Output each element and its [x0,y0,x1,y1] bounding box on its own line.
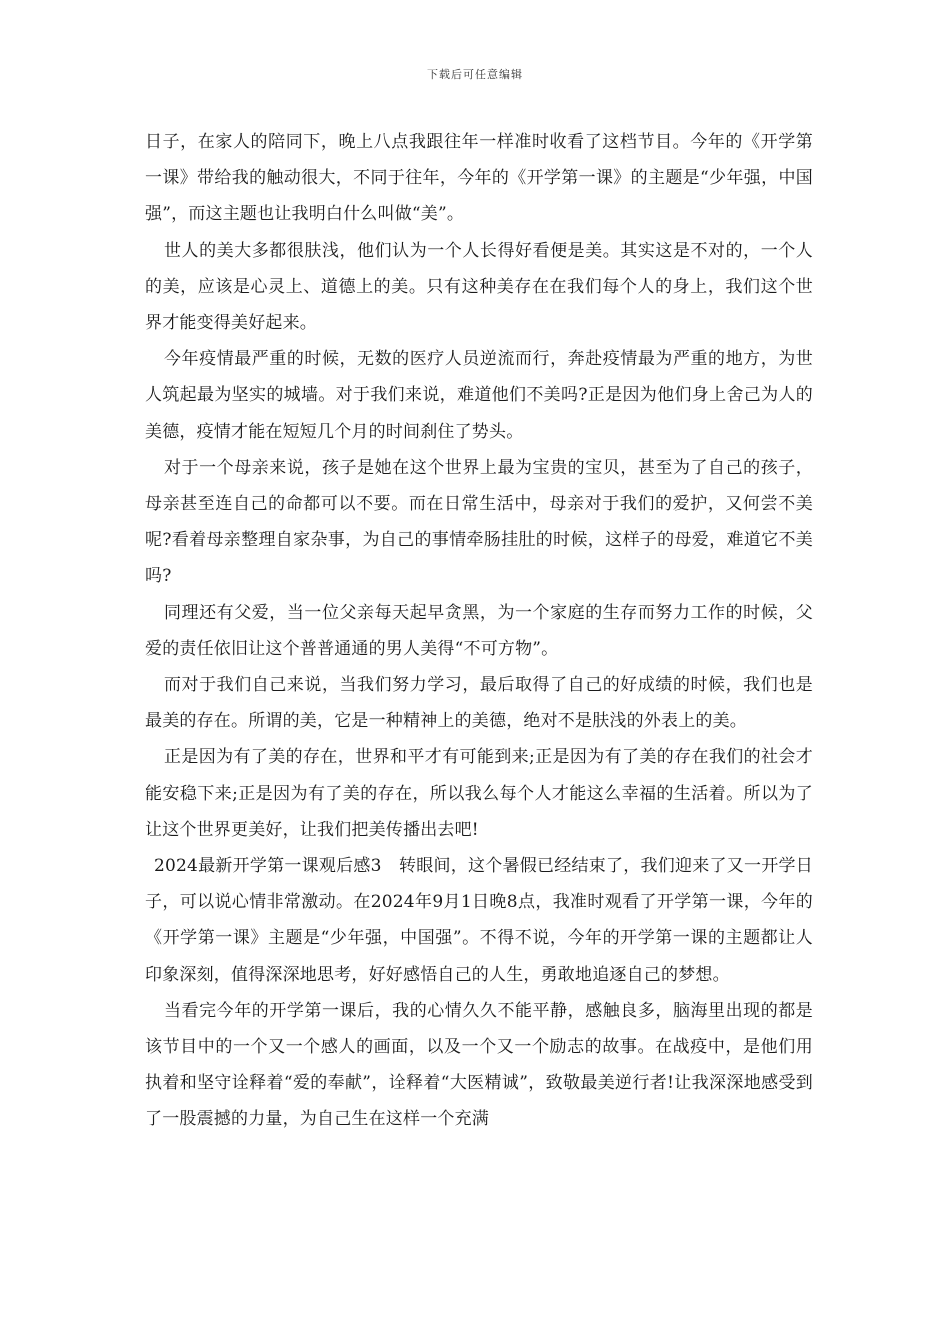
document-body [145,124,813,1138]
paragraph-7: 正是因为有了美的存在，世界和平才有可能到来;正是因为有了美的存在我们的社会才能安稳下来;正是因为有了美的存在，所以我么每个人才能这么幸福的生活着。所以为了让这个世界更美好，让我们把美传播出去吧! [145,747,813,840]
paragraph-5: 同理还有父爱，当一位父亲每天起早贪黑，为一个家庭的生存而努力工作的时候，父爱的责任依旧让这个普普通通的男人美得“不可方物”。 [145,602,813,659]
paragraph-4: 对于一个母亲来说，孩子是她在这个世界上最为宝贵的宝贝，甚至为了自己的孩子，母亲甚至连自己的命都可以不要。而在日常生活中，母亲对于我们的爱护，又何尝不美呢?看着母亲整理自家杂事，为自己的事情牵肠挂肚的时候，这样子的母爱，难道它不美吗? [145,457,813,587]
paragraph-9: 当看完今年的开学第一课后，我的心情久久不能平静，感触良多，脑海里出现的都是该节目中的一个又一个感人的画面，以及一个又一个励志的故事。在战疫中，是他们用执着和坚守诠释着“爱的奉献”，诠释着“大医精诚”，致敬最美逆行者!让我深深地感受到了一股震撼的力量，为自己生在这样一个充满 [145,1000,813,1130]
paragraph-1: 日子，在家人的陪同下，晚上八点我跟往年一样准时收看了这档节目。今年的《开学第一课》带给我的触动很大，不同于往年，今年的《开学第一课》的主题是“少年强，中国强”，而这主题也让我明白什么叫做“美”。 [145,132,813,225]
paragraph-3: 今年疫情最严重的时候，无数的医疗人员逆流而行，奔赴疫情最为严重的地方，为世人筑起最为坚实的城墙。对于我们来说，难道他们不美吗?正是因为他们身上舍己为人的美德，疫情才能在短短几个月的时间刹住了势头。 [145,349,813,442]
paragraph-6: 而对于我们自己来说，当我们努力学习，最后取得了自己的好成绩的时候，我们也是最美的存在。所谓的美，它是一种精神上的美德，绝对不是肤浅的外表上的美。 [145,675,813,732]
paragraph-2: 世人的美大多都很肤浅，他们认为一个人长得好看便是美。其实这是不对的，一个人的美，应该是心灵上、道德上的美。只有这种美存在在我们每个人的身上，我们这个世界才能变得美好起来。 [145,240,813,334]
paragraph-8: 2024最新开学第一课观后感3 转眼间，这个暑假已经结束了，我们迎来了又一开学日子，可以说心情非常激动。在2024年9月1日晚8点，我准时观看了开学第一课，今年的《开学第一课》主题是“少年强，中国强”。不得不说，今年的开学第一课的主题都让人印象深刻，值得深深地思考，好好感悟自己的人生，勇敢地追逐自己的梦想。 [145,856,813,985]
page-header-note: 下载后可任意编辑 [427,68,523,81]
